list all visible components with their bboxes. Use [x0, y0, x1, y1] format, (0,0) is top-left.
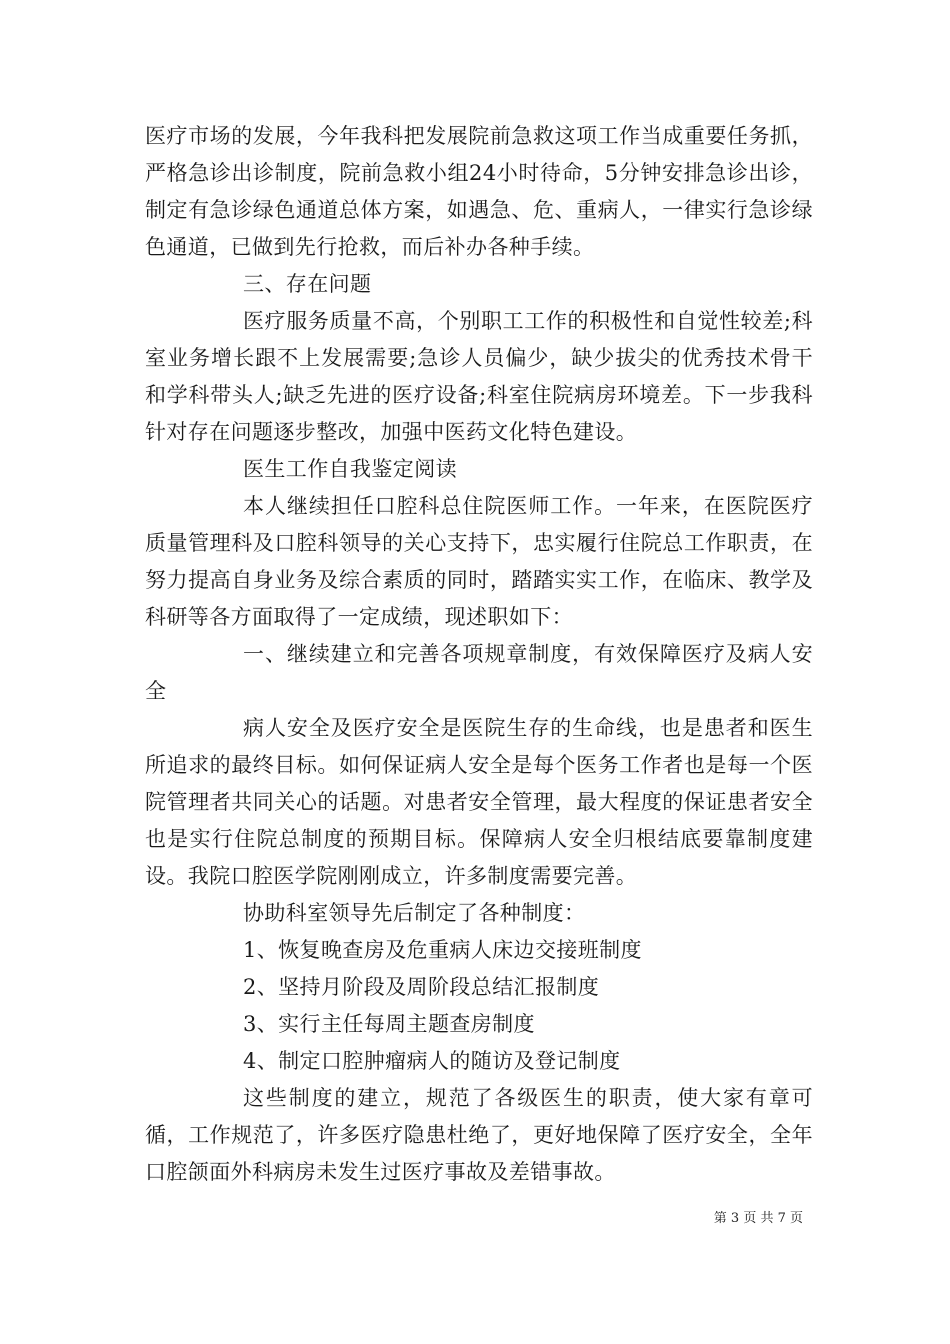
- paragraph: 病人安全及医疗安全是医院生存的生命线，也是患者和医生所追求的最终目标。如何保证病人安全是每个医务工作者也是每一个医院管理者共同关心的话题。对患者安全管理，最大程度的保证患者安全也是实行住院总制度的预期目标。保障病人安全归根结底要靠制度建设。我院口腔医学院刚刚成立，许多制度需要完善。: [145, 716, 813, 888]
- paragraph: 本人继续担任口腔科总住院医师工作。一年来，在医院医疗质量管理科及口腔科领导的关心支持下，忠实履行住院总工作职责，在努力提高自身业务及综合素质的同时，踏踏实实工作，在临床、教学及科研等各方面取得了一定成绩，现述职如下：: [145, 494, 813, 629]
- paragraph: 协助科室领导先后制定了各种制度：: [243, 901, 586, 925]
- list-item: 1、恢复晚查房及危重病人床边交接班制度: [243, 938, 642, 962]
- article-title: 医生工作自我鉴定阅读: [243, 457, 457, 481]
- section-heading: 三、存在问题: [243, 272, 372, 296]
- list-item: 4、制定口腔肿瘤病人的随访及登记制度: [243, 1049, 621, 1073]
- paragraph: 医疗服务质量不高，个别职工工作的积极性和自觉性较差;科室业务增长跟不上发展需要;急诊人员偏少，缺少拔尖的优秀技术骨干和学科带头人;缺乏先进的医疗设备;科室住院病房环境差。下一步我科针对存在问题逐步整改，加强中医药文化特色建设。: [145, 309, 813, 444]
- list-item: 2、坚持月阶段及周阶段总结汇报制度: [243, 975, 600, 999]
- list-item: 3、实行主任每周主题查房制度: [243, 1012, 535, 1036]
- section-heading: 一、继续建立和完善各项规章制度，有效保障医疗及病人安全: [145, 642, 813, 703]
- page-number: 第 3 页 共 7 页: [713, 1211, 803, 1226]
- document-body: [145, 118, 813, 1191]
- paragraph: 医疗市场的发展，今年我科把发展院前急救这项工作当成重要任务抓，严格急诊出诊制度，院前急救小组24小时待命，5分钟安排急诊出诊，制定有急诊绿色通道总体方案，如遇急、危、重病人，一律实行急诊绿色通道，已做到先行抢救，而后补办各种手续。: [145, 124, 813, 259]
- paragraph: 这些制度的建立，规范了各级医生的职责，使大家有章可循，工作规范了，许多医疗隐患杜绝了，更好地保障了医疗安全，全年口腔颌面外科病房未发生过医疗事故及差错事故。: [145, 1086, 813, 1184]
